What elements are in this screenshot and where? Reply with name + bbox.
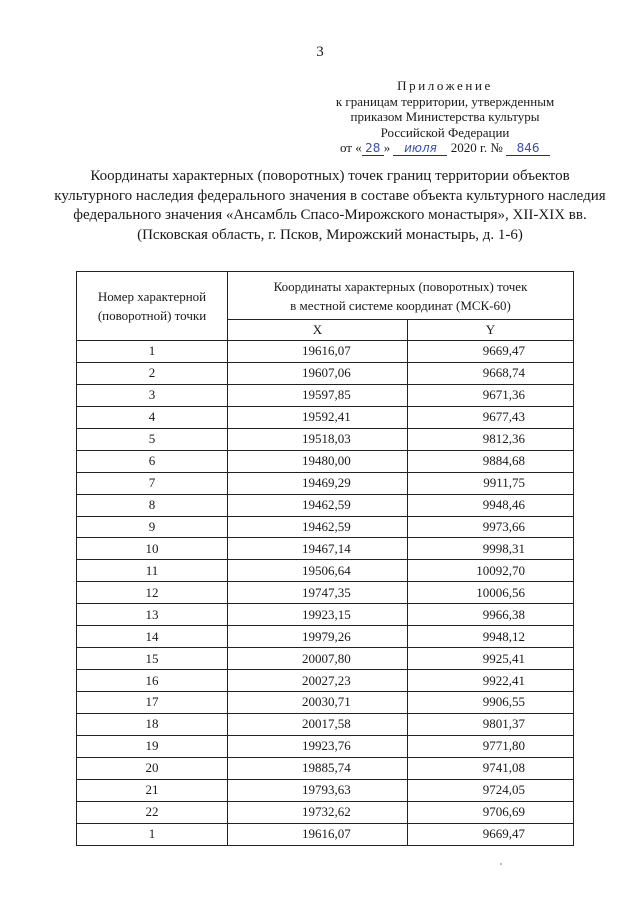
y-coordinate-cell: 9998,31 — [407, 538, 573, 560]
y-coordinate-cell: 9669,47 — [407, 341, 573, 363]
coordinates-table — [76, 271, 574, 846]
point-number-cell: 4 — [77, 406, 228, 428]
coordinates-header-line-2: в местной системе координат (МСК-60) — [290, 297, 511, 313]
y-coordinate-cell: 9948,46 — [407, 494, 573, 516]
scan-speck — [500, 863, 502, 865]
appendix-line-1: к границам территории, утвержденным — [335, 93, 555, 109]
point-number-cell: 17 — [77, 692, 228, 714]
date-prefix: от « — [339, 140, 362, 155]
x-coordinate-cell: 19923,15 — [228, 604, 408, 626]
x-coordinate-cell: 19793,63 — [228, 779, 408, 801]
point-number-cell: 15 — [77, 648, 228, 670]
table-row — [77, 735, 574, 757]
point-number-cell: 8 — [77, 494, 228, 516]
point-number-cell: 14 — [77, 626, 228, 648]
x-coordinate-cell: 20027,23 — [228, 670, 408, 692]
x-header: X — [228, 320, 408, 341]
table-row — [77, 472, 574, 494]
x-coordinate-cell: 19747,35 — [228, 582, 408, 604]
date-year: 2020 г. № — [450, 140, 503, 155]
y-coordinate-cell: 9884,68 — [407, 450, 573, 472]
x-coordinate-cell: 19518,03 — [228, 428, 408, 450]
y-coordinate-cell: 9741,08 — [407, 757, 573, 779]
page-number: 3 — [316, 44, 324, 60]
x-coordinate-cell: 20007,80 — [228, 648, 408, 670]
point-number-cell: 21 — [77, 779, 228, 801]
y-coordinate-cell: 9925,41 — [407, 648, 573, 670]
date-day: 28 — [362, 142, 384, 156]
point-number-cell: 20 — [77, 757, 228, 779]
x-coordinate-cell: 19732,62 — [228, 801, 408, 823]
point-number-cell: 6 — [77, 450, 228, 472]
y-coordinate-cell: 9948,12 — [407, 626, 573, 648]
x-coordinate-cell: 20030,71 — [228, 692, 408, 714]
coordinates-header — [228, 272, 574, 320]
point-number-cell: 10 — [77, 538, 228, 560]
y-coordinate-cell: 9966,38 — [407, 604, 573, 626]
table-row — [77, 757, 574, 779]
point-number-cell: 1 — [77, 823, 228, 845]
table-row — [77, 626, 574, 648]
x-coordinate-cell: 19607,06 — [228, 362, 408, 384]
table-row — [77, 341, 574, 363]
y-coordinate-cell: 9911,75 — [407, 472, 573, 494]
y-coordinate-cell: 9669,47 — [407, 823, 573, 845]
x-coordinate-cell: 19616,07 — [228, 341, 408, 363]
table-row — [77, 494, 574, 516]
y-coordinate-cell: 9906,55 — [407, 692, 573, 714]
table-row — [77, 582, 574, 604]
table-row — [77, 516, 574, 538]
table-row — [77, 450, 574, 472]
y-coordinate-cell: 9706,69 — [407, 801, 573, 823]
appendix-date-line — [300, 140, 590, 156]
y-coordinate-cell: 10006,56 — [407, 582, 573, 604]
x-coordinate-cell: 19462,59 — [228, 494, 408, 516]
x-coordinate-cell: 19885,74 — [228, 757, 408, 779]
x-coordinate-cell: 19469,29 — [228, 472, 408, 494]
y-coordinate-cell: 9724,05 — [407, 779, 573, 801]
y-coordinate-cell: 9973,66 — [407, 516, 573, 538]
table-row — [77, 648, 574, 670]
table-row — [77, 823, 574, 845]
x-coordinate-cell: 19923,76 — [228, 735, 408, 757]
document-title: Координаты характерных (поворотных) точек границ территории объектов культурного наследия федерального значения в составе объекта культурного наследия федерального значения «Ансамбль Спасо-Мирожского монастыря», XII-XIX вв. (Псковская область, г. Псков, Мирожский монастырь, д. 1-6) — [54, 168, 606, 243]
table-row — [77, 604, 574, 626]
table-row — [77, 384, 574, 406]
y-coordinate-cell: 9812,36 — [407, 428, 573, 450]
y-coordinate-cell: 9771,80 — [407, 735, 573, 757]
point-number-cell: 11 — [77, 560, 228, 582]
table-row — [77, 406, 574, 428]
point-number-cell: 1 — [77, 341, 228, 363]
point-number-cell: 9 — [77, 516, 228, 538]
x-coordinate-cell: 19480,00 — [228, 450, 408, 472]
point-number-cell: 18 — [77, 713, 228, 735]
y-coordinate-cell: 9671,36 — [407, 384, 573, 406]
table-row — [77, 692, 574, 714]
x-coordinate-cell: 20017,58 — [228, 713, 408, 735]
table-row — [77, 670, 574, 692]
x-coordinate-cell: 19616,07 — [228, 823, 408, 845]
y-header: Y — [407, 320, 573, 341]
y-coordinate-cell: 9677,43 — [407, 406, 573, 428]
x-coordinate-cell: 19467,14 — [228, 538, 408, 560]
date-mid: » — [383, 140, 391, 155]
point-number-cell: 2 — [77, 362, 228, 384]
table-row — [77, 538, 574, 560]
y-coordinate-cell: 9801,37 — [407, 713, 573, 735]
point-number-header: Номер характерной (поворотной) точки — [77, 272, 228, 341]
table-row — [77, 779, 574, 801]
table-row — [77, 801, 574, 823]
x-coordinate-cell: 19592,41 — [228, 406, 408, 428]
point-number-cell: 12 — [77, 582, 228, 604]
y-coordinate-cell: 10092,70 — [407, 560, 573, 582]
appendix-block — [300, 78, 590, 156]
point-number-cell: 7 — [77, 472, 228, 494]
x-coordinate-cell: 19506,64 — [228, 560, 408, 582]
point-number-cell: 16 — [77, 670, 228, 692]
table-row — [77, 362, 574, 384]
point-number-cell: 3 — [77, 384, 228, 406]
x-coordinate-cell: 19462,59 — [228, 516, 408, 538]
table-row — [77, 713, 574, 735]
y-coordinate-cell: 9668,74 — [407, 362, 573, 384]
appendix-title: Приложение — [397, 78, 493, 93]
y-coordinate-cell: 9922,41 — [407, 670, 573, 692]
appendix-line-2: приказом Министерства культуры — [350, 109, 540, 124]
x-coordinate-cell: 19979,26 — [228, 626, 408, 648]
point-number-cell: 22 — [77, 801, 228, 823]
point-number-cell: 13 — [77, 604, 228, 626]
appendix-line-3: Российской Федерации — [380, 124, 510, 140]
date-month: июля — [393, 142, 447, 156]
order-number: 846 — [506, 142, 550, 156]
coordinates-header-line-1: Координаты характерных (поворотных) точек — [273, 278, 528, 294]
point-number-cell: 19 — [77, 735, 228, 757]
table-row — [77, 428, 574, 450]
table-row — [77, 560, 574, 582]
point-number-cell: 5 — [77, 428, 228, 450]
x-coordinate-cell: 19597,85 — [228, 384, 408, 406]
